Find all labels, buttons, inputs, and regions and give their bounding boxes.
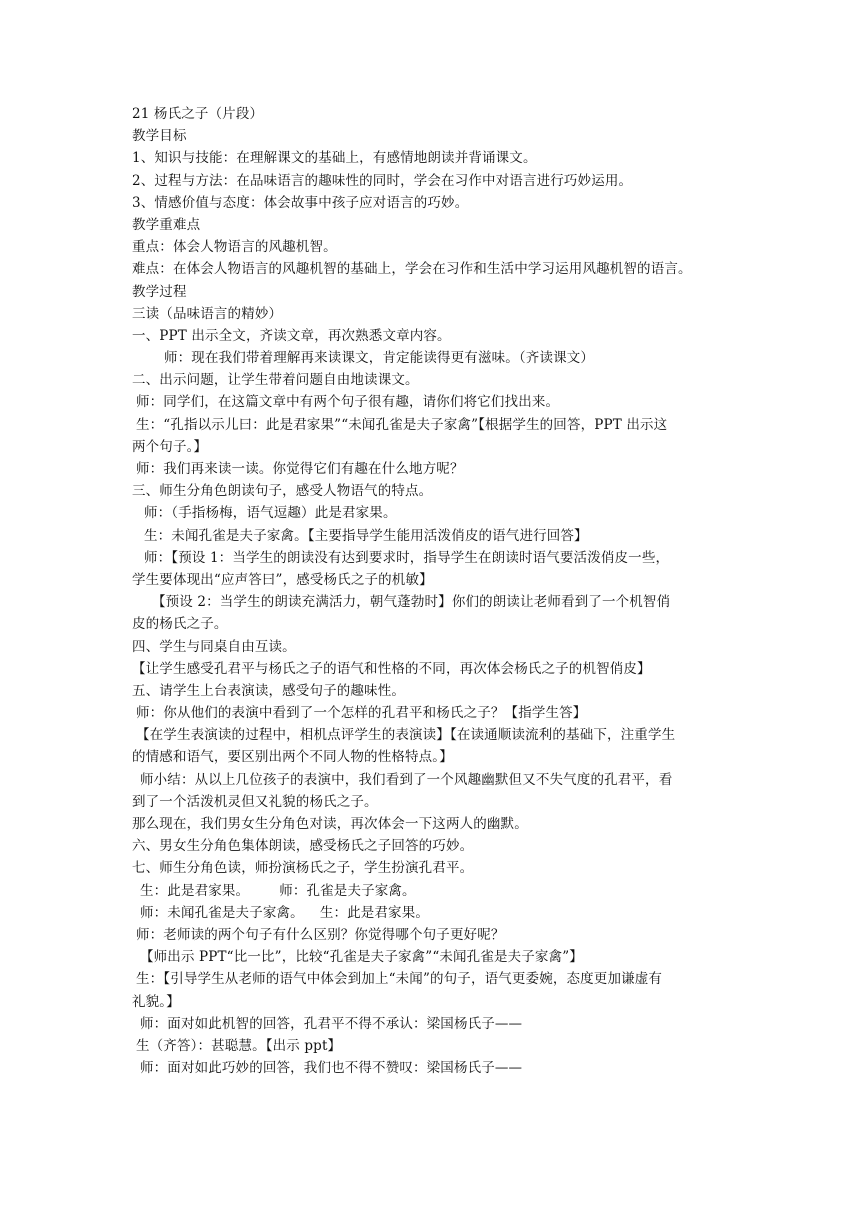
dialog-student: 生：此是君家果。 [140,882,250,899]
goal-item: 3、情感价值与态度：体会故事中孩子应对语言的巧妙。 [132,194,469,211]
preset-line-cont: 学生要体现出“应声答曰”，感受杨氏之子的机敏】 [132,571,433,588]
step-heading: 五、请学生上台表演读，感受句子的趣味性。 [132,682,405,699]
lesson-title: 21 杨氏之子（片段） [132,106,264,122]
dialog-line [132,902,732,924]
step-heading: 七、师生分角色读，师扮演杨氏之子，学生扮演孔君平。 [132,860,474,877]
teacher-line: 师：（手指杨梅，语气逗趣）此是君家果。 [144,505,397,522]
preset-line: 师：【预设 1：当学生的朗读没有达到要求时，指导学生在朗读时语气要活泼俏皮一些， [144,549,670,566]
goal-item: 2、过程与方法：在品味语言的趣味性的同时，学会在习作中对语言进行巧妙运用。 [132,172,633,189]
step-heading: 六、男女生分角色集体朗读，感受杨氏之子回答的巧妙。 [132,838,474,855]
step-heading: 四、学生与同桌自由互读。 [132,638,296,655]
teacher-line: 师：面对如此机智的回答，孔君平不得不承认：梁国杨氏子—— [140,1015,523,1032]
teacher-line: 师：现在我们带着理解再来读课文，肯定能读得更有滋味。（齐读课文） [164,350,595,367]
goals-heading: 教学目标 [132,128,187,145]
dialog-line [132,880,732,902]
summary-line: 师小结：从以上几位孩子的表演中，我们看到了一个风趣幽默但又不失气度的孔君平，看 [140,771,673,788]
student-line-cont: 礼貌。】 [132,993,180,1010]
teacher-line: 师：同学们，在这篇文章中有两个句子很有趣，请你们将它们找出来。 [136,394,560,411]
student-line: 生：“孔指以示儿曰：此是君家果”“未闻孔雀是夫子家禽”【根据学生的回答，PPT 出示这 [136,416,668,433]
process-heading: 教学过程 [132,283,187,300]
dialog-student: 生：此是君家果。 [319,904,430,921]
chorus-line: 生（齐答）：甚聪慧。【出示 ppt】 [136,1037,342,1054]
dialog-teacher: 师：孔雀是夫子家禽。 [279,882,416,899]
goal-item: 1、知识与技能：在理解课文的基础上，有感情地朗读并背诵课文。 [132,150,537,167]
summary-line-cont: 到了一个活泼机灵但又礼貌的杨氏之子。 [132,793,378,810]
section-heading: 三读（品味语言的精妙） [132,305,283,322]
difficult-point: 难点：在体会人物语言的风趣机智的基础上，学会在习作和生活中学习运用风趣机智的语言。 [132,261,692,278]
step-heading: 二、出示问题，让学生带着问题自由地读课文。 [132,372,419,389]
note-line: 【让学生感受孔君平与杨氏之子的语气和性格的不同，再次体会杨氏之子的机智俏皮】 [132,660,651,677]
teacher-line: 师：你从他们的表演中看到了一个怎样的孔君平和杨氏之子？【指学生答】 [136,705,587,722]
teacher-line: 师：我们再来读一读。你觉得它们有趣在什么地方呢？ [136,461,464,477]
note-line-cont: 的情感和语气，要区别出两个不同人物的性格特点。】 [132,749,453,766]
step-heading: 三、师生分角色朗读句子，感受人物语气的特点。 [132,483,433,500]
preset-line-cont: 皮的杨氏之子。 [132,616,228,633]
document-body [132,103,732,1079]
student-line: 生：【引导学生从老师的语气中体会到加上“未闻”的句子，语气更委婉，态度更加谦虚有 [136,971,663,988]
dialog-teacher: 师：未闻孔雀是夫子家禽。 [140,904,304,921]
ppt-note: 【师出示 PPT“比一比”，比较“孔雀是夫子家禽”“未闻孔雀是夫子家禽”】 [140,949,583,966]
student-line-cont: 两个句子。】 [132,438,208,455]
student-line: 生：未闻孔雀是夫子家禽。【主要指导学生能用活泼俏皮的语气进行回答】 [144,527,588,544]
summary-line-cont: 那么现在，我们男女生分角色对读，再次体会一下这两人的幽默。 [132,816,528,832]
teacher-line: 师：老师读的两个句子有什么区别？你觉得哪个句子更好呢？ [136,926,505,943]
key-point: 重点：体会人物语言的风趣机智。 [132,239,337,256]
teacher-line: 师：面对如此巧妙的回答，我们也不得不赞叹：梁国杨氏子—— [140,1060,523,1077]
step-heading: 一、PPT 出示全文，齐读文章，再次熟悉文章内容。 [132,327,451,344]
key-heading: 教学重难点 [132,216,201,233]
note-line: 【在学生表演读的过程中，相机点评学生的表演读】【在读通顺读流利的基础下，注重学生 [136,727,676,744]
preset-line: 【预设 2：当学生的朗读充满活力，朝气蓬勃时】你们的朗读让老师看到了一个机智俏 [152,594,671,611]
